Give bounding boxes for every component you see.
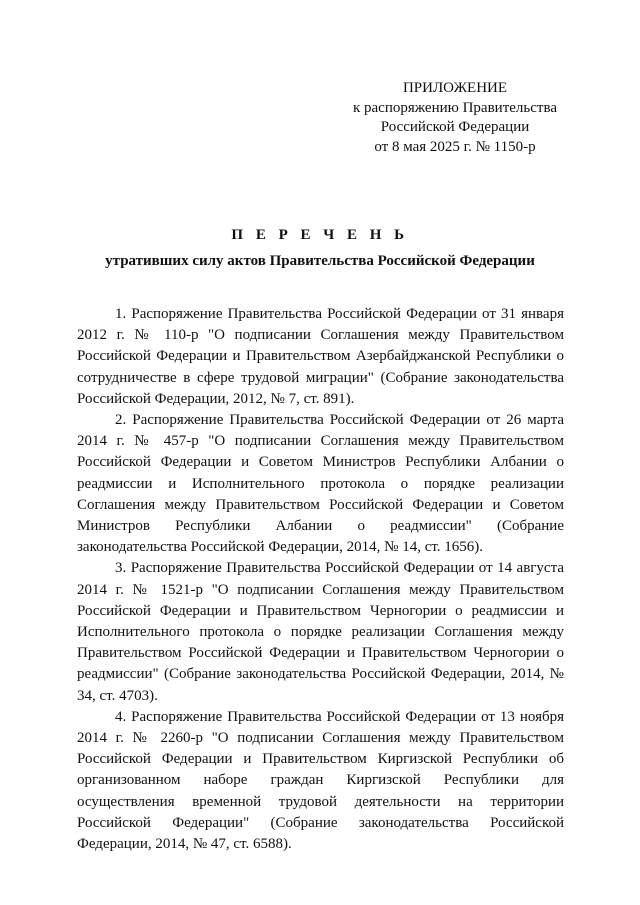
appendix-line: Российской Федерации <box>380 119 530 135</box>
appendix-block <box>340 79 570 157</box>
list-item: 2. Распоряжение Правительства Российской Федерации от 26 марта 2014 г. № 457-р "О подписании Соглашения между Правительством Российской Федерации и Советом Министров Республики Албании о реадмиссии и Исполнительного протокола о порядке реализации Соглашения между Правительством Российской Федерации и Советом Министров Республики Албании о реадмиссии" (Собрание законодательства Российской Федерации, 2014, № 14, ст. 1656). <box>77 412 564 556</box>
document-subtitle: утративших силу актов Правительства Российской Федерации <box>105 253 535 269</box>
appendix-line: ПРИЛОЖЕНИЕ <box>402 80 508 96</box>
appendix-line: к распоряжению Правительства <box>352 99 557 116</box>
document-title: П Е Р Е Ч Е Н Ь <box>231 227 409 243</box>
appendix-line: от 8 мая 2025 г. № 1150-р <box>374 138 536 155</box>
list-item: 4. Распоряжение Правительства Российской Федерации от 13 ноября 2014 г. № 2260-р "О подписании Соглашения между Правительством Российской Федерации и Правительством Киргизской Республики об организованном наборе граждан Киргизской Республики для осуществления временной трудовой деятельности на территории Российской Федерации" (Собрание законодательства Российской Федерации, 2014, № 47, ст. 6588). <box>77 708 564 853</box>
list-item: 3. Распоряжение Правительства Российской Федерации от 14 августа 2014 г. № 1521-р "О подписании Соглашения между Правительством Российской Федерации и Правительством Черногории о реадмиссии и Исполнительного протокола о порядке реализации Соглашения между Правительством Российской Федерации и Правительством Черногории о реадмиссии" (Собрание законодательства Российской Федерации, 2014, № 34, ст. 4703). <box>77 560 564 704</box>
items-list <box>77 304 564 855</box>
list-item: 1. Распоряжение Правительства Российской Федерации от 31 января 2012 г. № 110-р "О подписании Соглашения между Правительством Российской Федерации и Правительством Азербайджанской Республики о сотрудничестве в сфере трудовой миграции" (Собрание законодательства Российской Федерации, 2012, № 7, ст. 891). <box>77 306 564 407</box>
